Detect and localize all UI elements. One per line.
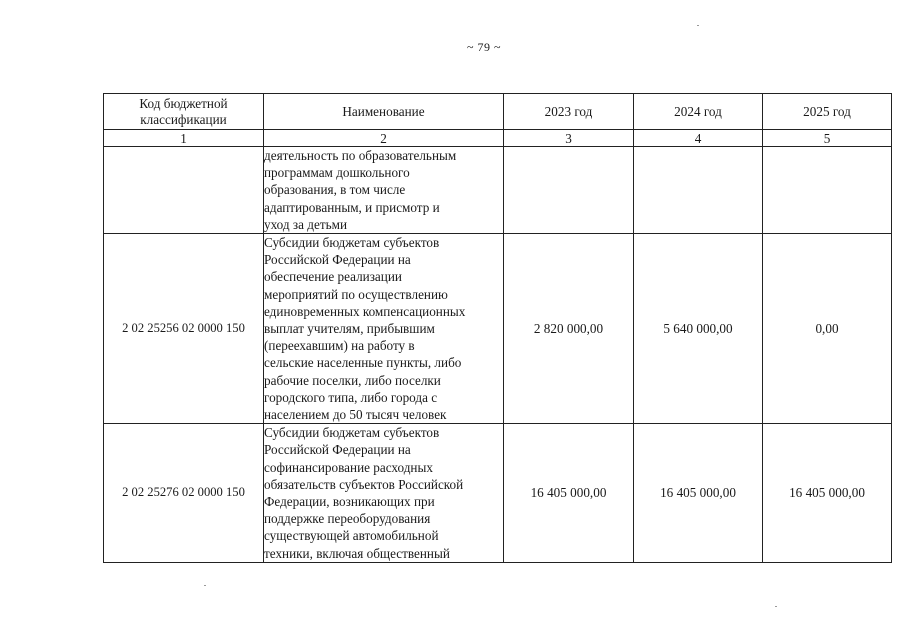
header-code — [104, 94, 264, 130]
row-value-2024: 5 640 000,00 — [634, 234, 763, 424]
header-2024: 2024 год — [634, 94, 763, 130]
row-name-line: (переехавшим) на работу в — [264, 338, 415, 354]
row-value-2025: 0,00 — [763, 234, 892, 424]
row-name-line: адаптированным, и присмотр и — [264, 199, 440, 215]
row-value-2023: 16 405 000,00 — [504, 424, 634, 563]
row-name-line: существующей автомобильной — [264, 528, 439, 544]
column-number: 5 — [763, 130, 892, 147]
row-name-line: образования, в том числе — [264, 182, 406, 198]
row-name — [264, 234, 504, 424]
row-name-line: софинансирование расходных — [264, 459, 433, 475]
row-name-line: программам дошкольного — [264, 165, 410, 181]
header-name: Наименование — [264, 94, 504, 130]
row-name-line: сельские населенные пункты, либо — [264, 355, 462, 371]
row-name-line: обеспечение реализации — [264, 269, 402, 285]
row-name-line: рабочие поселки, либо поселки — [264, 372, 441, 388]
table-row — [104, 234, 892, 424]
column-number: 3 — [504, 130, 634, 147]
row-value-2024 — [634, 147, 763, 234]
row-name-line: Субсидии бюджетам субъектов — [264, 425, 440, 441]
header-code-line: Код бюджетной — [139, 95, 228, 111]
row-value-2023: 2 820 000,00 — [504, 234, 634, 424]
table-row — [104, 424, 892, 563]
row-name-line: Федерации, возникающих при — [264, 494, 435, 510]
column-number-row — [104, 130, 892, 147]
row-name-line: деятельность по образовательным — [264, 148, 457, 163]
row-name-line: обязательств субъектов Российской — [264, 476, 464, 492]
scan-speck — [204, 585, 206, 586]
row-value-2023 — [504, 147, 634, 234]
header-2025: 2025 год — [763, 94, 892, 130]
row-value-2024: 16 405 000,00 — [634, 424, 763, 563]
row-name-line: поддержке переоборудования — [264, 511, 431, 527]
row-name-line: Российской Федерации на — [264, 442, 411, 458]
row-name-line: уход за детьми — [264, 216, 348, 232]
scan-speck — [697, 25, 699, 26]
row-name-line: Субсидии бюджетам субъектов — [264, 235, 440, 251]
page-number: ~ 79 ~ — [467, 40, 501, 54]
row-name-line: Российской Федерации на — [264, 252, 411, 268]
row-name-line: населением до 50 тысяч человек — [264, 407, 447, 423]
row-code: 2 02 25276 02 0000 150 — [104, 424, 264, 563]
budget-table — [103, 93, 892, 563]
column-number: 2 — [264, 130, 504, 147]
scan-speck — [775, 606, 777, 607]
table-header-row — [104, 94, 892, 130]
header-2023: 2023 год — [504, 94, 634, 130]
table-row — [104, 147, 892, 234]
row-name-line: мероприятий по осуществлению — [264, 286, 448, 302]
row-name-line: городского типа, либо города с — [264, 389, 438, 405]
row-name — [264, 147, 504, 234]
row-name-line: техники, включая общественный — [264, 545, 450, 561]
row-value-2025 — [763, 147, 892, 234]
row-code: 2 02 25256 02 0000 150 — [104, 234, 264, 424]
header-code-line: классификации — [140, 111, 227, 127]
column-number: 1 — [104, 130, 264, 147]
row-name-line: единовременных компенсационных — [264, 303, 466, 319]
column-number: 4 — [634, 130, 763, 147]
row-value-2025: 16 405 000,00 — [763, 424, 892, 563]
row-name — [264, 424, 504, 563]
row-name-line: выплат учителям, прибывшим — [264, 321, 435, 337]
row-code — [104, 147, 264, 234]
